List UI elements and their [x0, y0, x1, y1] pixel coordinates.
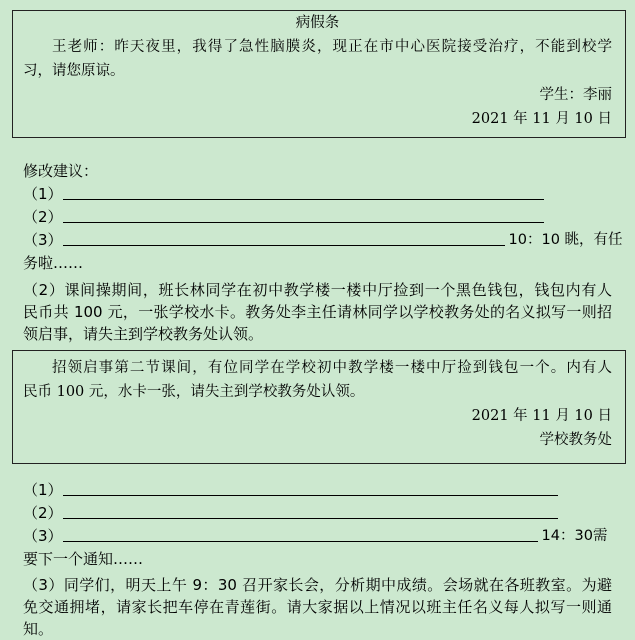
answer-line	[63, 199, 544, 200]
question-line: 免交通拥堵，请家长把车停在青莲街。请大家据以上情况以班主任名义每人拟写一则通	[23, 598, 612, 616]
answer-line	[63, 245, 505, 246]
question-2	[23, 279, 612, 345]
blank-number: （3）	[23, 527, 63, 545]
answer-blank-row	[23, 206, 612, 229]
answer-blank-row	[23, 502, 612, 525]
revision-suggestions-2	[23, 479, 612, 571]
revision-suggestions	[23, 160, 623, 275]
blank-number: （1）	[23, 481, 63, 499]
note-title: 病假条	[295, 15, 340, 31]
continuation-text: 务啦……	[23, 254, 84, 272]
blank-tail-text: 10：10 眺，有任	[508, 232, 623, 248]
blank-number: （2）	[23, 504, 63, 522]
note-body-line: 王老师：昨天夜里，我得了急性脑膜炎，现正在市中心医院接受治疗，不能到校学	[52, 39, 612, 55]
answer-blank-row	[23, 525, 612, 548]
answer-line	[63, 541, 538, 542]
revision-suggestions-label: 修改建议：	[23, 162, 99, 180]
note-body-line: 习，请您原谅。	[23, 63, 125, 79]
notice-date: 2021 年 11 月 10 日	[471, 408, 612, 424]
question-line: 领启事，请失主到学校教务处认领。	[23, 325, 264, 343]
question-3	[23, 574, 612, 640]
blank-number: （1）	[23, 185, 63, 203]
question-line: 知。	[23, 620, 54, 638]
answer-blank-row	[23, 183, 612, 206]
blank-number: （3）	[23, 231, 63, 249]
answer-line	[63, 495, 558, 496]
notice-signature: 学校教务处	[539, 432, 612, 448]
notice-body-line: 招领启事第二节课间，有位同学在学校初中教学楼一楼中厅捡到钱包一个。内有人	[52, 360, 612, 376]
note-date: 2021 年 11 月 10 日	[471, 111, 612, 127]
blank-tail-text: 14：30需	[541, 528, 608, 544]
blank-number: （2）	[23, 208, 63, 226]
answer-line	[63, 222, 544, 223]
answer-blank-row	[23, 229, 623, 252]
sick-leave-note	[12, 10, 626, 138]
question-line: （2）课间操期间，班长林同学在初中教学楼一楼中厅捡到一个黑色钱包，钱包内有人	[23, 281, 612, 299]
question-line: （3）同学们，明天上午 9：30 召开家长会，分析期中成绩。会场就在各班教室。为避	[23, 576, 612, 594]
continuation-text: 要下一个通知……	[23, 550, 144, 568]
answer-line	[63, 518, 558, 519]
lost-found-notice	[12, 350, 626, 464]
notice-body-line: 民币 100 元，水卡一张，请失主到学校教务处认领。	[23, 384, 365, 400]
question-line: 民币共 100 元，一张学校水卡。教务处李主任请林同学以学校教务处的名义拟写一则招	[23, 303, 612, 321]
answer-blank-row	[23, 479, 612, 502]
note-signature: 学生：李丽	[539, 87, 612, 103]
